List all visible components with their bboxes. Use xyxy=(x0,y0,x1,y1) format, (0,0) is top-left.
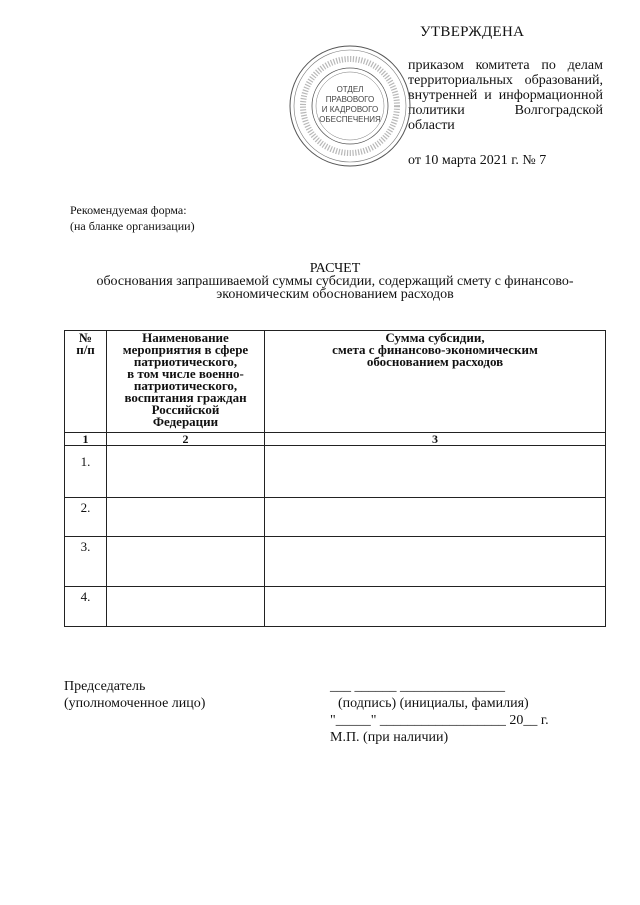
column-number: 1 xyxy=(65,433,107,446)
row-number: 1. xyxy=(65,446,107,498)
header-number: № п/п xyxy=(65,331,107,433)
table-row xyxy=(65,537,606,587)
column-number: 2 xyxy=(107,433,265,446)
subsidy-amount-cell[interactable] xyxy=(265,446,606,498)
letterhead-note: (на бланке организации) xyxy=(70,219,195,233)
seal-note: М.П. (при наличии) xyxy=(330,730,449,745)
stamp-line: ОБЕСПЕЧЕНИЯ xyxy=(319,115,381,124)
subsidy-amount-cell[interactable] xyxy=(265,537,606,587)
row-number: 2. xyxy=(65,498,107,537)
approval-body: приказом комитета по делам территориальных образований, внутренней и информационной политики Волгоградской области xyxy=(408,58,603,133)
recommended-form-note xyxy=(70,202,195,234)
event-name-cell[interactable] xyxy=(107,537,265,587)
subsidy-amount-cell[interactable] xyxy=(265,498,606,537)
table-row xyxy=(65,587,606,627)
signature-fields xyxy=(330,678,549,746)
document-title xyxy=(40,262,630,301)
approval-date: от 10 марта 2021 г. № 7 xyxy=(408,153,547,168)
approval-heading: УТВЕРЖДЕНА xyxy=(420,24,525,40)
stamp-line: ОТДЕЛ xyxy=(336,85,364,94)
signature-line[interactable]: ___ ______ _______________ xyxy=(330,679,505,694)
header-event-name: Наименование мероприятия в сфере патриотического, в том числе военно- патриотического, воспитания граждан Российской Федерации xyxy=(107,331,265,433)
event-name-cell[interactable] xyxy=(107,446,265,498)
row-number: 3. xyxy=(65,537,107,587)
stamp-line: И КАДРОВОГО xyxy=(321,105,379,114)
official-stamp xyxy=(288,44,412,168)
title-sub-1: обоснования запрашиваемой суммы субсидии, содержащий смету с финансово- xyxy=(96,274,574,289)
header-subsidy-amount: Сумма субсидии, смета с финансово-экономическим обоснованием расходов xyxy=(265,331,606,433)
event-name-cell[interactable] xyxy=(107,498,265,537)
signatory-role xyxy=(64,678,205,712)
event-name-cell[interactable] xyxy=(107,587,265,627)
table-row xyxy=(65,446,606,498)
calculation-table xyxy=(64,330,606,627)
row-number: 4. xyxy=(65,587,107,627)
signature-labels: (подпись) (инициалы, фамилия) xyxy=(338,696,529,711)
subsidy-amount-cell[interactable] xyxy=(265,587,606,627)
stamp-line: ПРАВОВОГО xyxy=(325,95,375,104)
authorized-person-label: (уполномоченное лицо) xyxy=(64,696,206,711)
title-sub-2: экономическим обоснованием расходов xyxy=(216,287,454,302)
recommended-form-label: Рекомендуемая форма: xyxy=(70,203,187,217)
title-main: РАСЧЕТ xyxy=(309,261,361,276)
table-row xyxy=(65,498,606,537)
chairman-label: Председатель xyxy=(64,679,146,694)
column-number: 3 xyxy=(265,433,606,446)
date-line[interactable]: "_____" __________________ 20__ г. xyxy=(330,713,549,728)
